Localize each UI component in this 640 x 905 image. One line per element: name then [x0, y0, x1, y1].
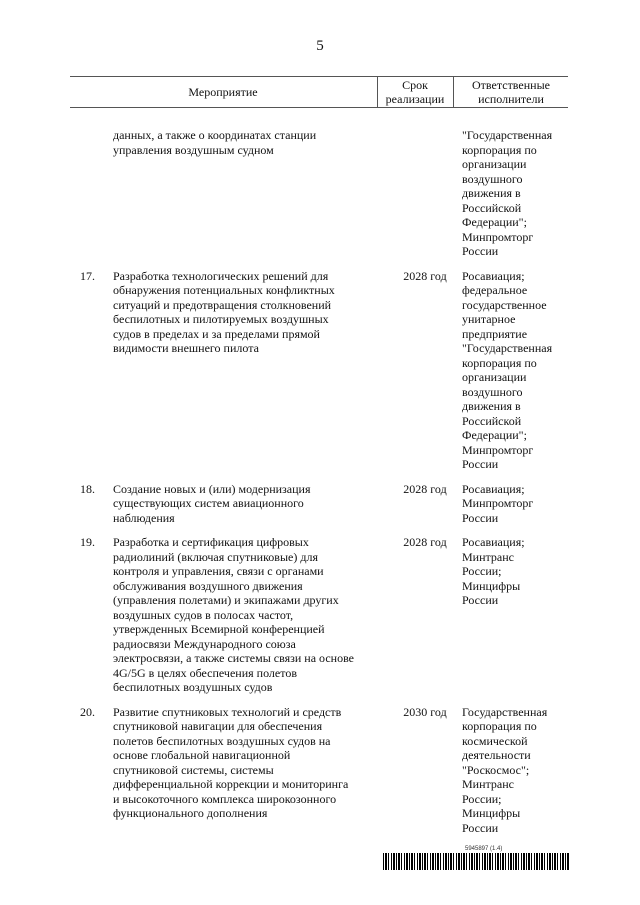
row-term: 2028 год	[403, 481, 447, 496]
table-row	[70, 128, 568, 259]
row-activity: данных, а также о координатах станции управления воздушным судном	[113, 128, 317, 157]
header-activity: Мероприятие	[188, 85, 258, 99]
row-responsible: Росавиация; Минпромторг России	[462, 481, 534, 525]
table-body	[70, 128, 568, 835]
table-row	[70, 535, 568, 695]
row-number: 19.	[80, 535, 95, 549]
row-responsible: Государственная корпорация по космической деятельности "Роскосмос"; Минтранс России; Минцифры России	[462, 704, 548, 835]
table-row	[70, 705, 568, 836]
table-row	[70, 269, 568, 472]
row-number: 17.	[80, 268, 95, 283]
row-responsible: "Государственная корпорация по организации воздушного движения в Российской Федерации"; Минпромторг России	[462, 128, 553, 258]
row-term: 2028 год	[403, 268, 447, 283]
row-number: 20.	[80, 704, 95, 719]
page-number: 5	[316, 38, 324, 54]
barcode-bars	[383, 853, 570, 870]
barcode	[383, 845, 570, 870]
table-header	[70, 76, 568, 108]
row-term: 2028 год	[403, 535, 447, 549]
row-responsible: Росавиация; Минтранс России; Минцифры России	[462, 535, 525, 607]
barcode-number: 5945897 (1.4)	[465, 846, 503, 852]
row-activity: Разработка технологических решений для обнаружения потенциальных конфликтных ситуаций и предотвращения столкновений беспилотных и пилотируемых воздушных судов в пределах и за пределами прямой видимости внешнего пилота	[113, 268, 335, 355]
header-term: Срок реализации	[385, 78, 445, 106]
row-activity: Создание новых и (или) модернизация существующих систем авиационного наблюдения	[113, 481, 311, 525]
table-row	[70, 482, 568, 526]
header-responsible: Ответственные исполнители	[472, 78, 550, 106]
measures-table	[70, 76, 568, 835]
row-responsible: Росавиация; федеральное государственное унитарное предприятие "Государственная корпорация по организации воздушного движения в Российской Федерации"; Минпромторг России	[462, 268, 553, 471]
row-number: 18.	[80, 481, 95, 496]
row-term: 2030 год	[403, 704, 447, 719]
row-activity: Развитие спутниковых технологий и средств спутниковой навигации для обеспечения полетов беспилотных воздушных судов на основе глобальной навигационной спутниковой системы, системы дифференциальной коррекции и мониторинга и высокоточного комплекса широкозонного функционального дополнения	[113, 704, 349, 820]
row-activity: Разработка и сертификация цифровых радиолиний (включая спутниковые) для контроля и управления, связи с органами обслуживания воздушного движения (управления полетами) и экипажами других воздушных судов в полосах частот, утвержденных Всемирной конференцией радиосвязи Международного союза электросвязи, а также системы связи на основе 4G/5G в целях обеспечения полетов беспилотных воздушных судов	[113, 535, 354, 694]
